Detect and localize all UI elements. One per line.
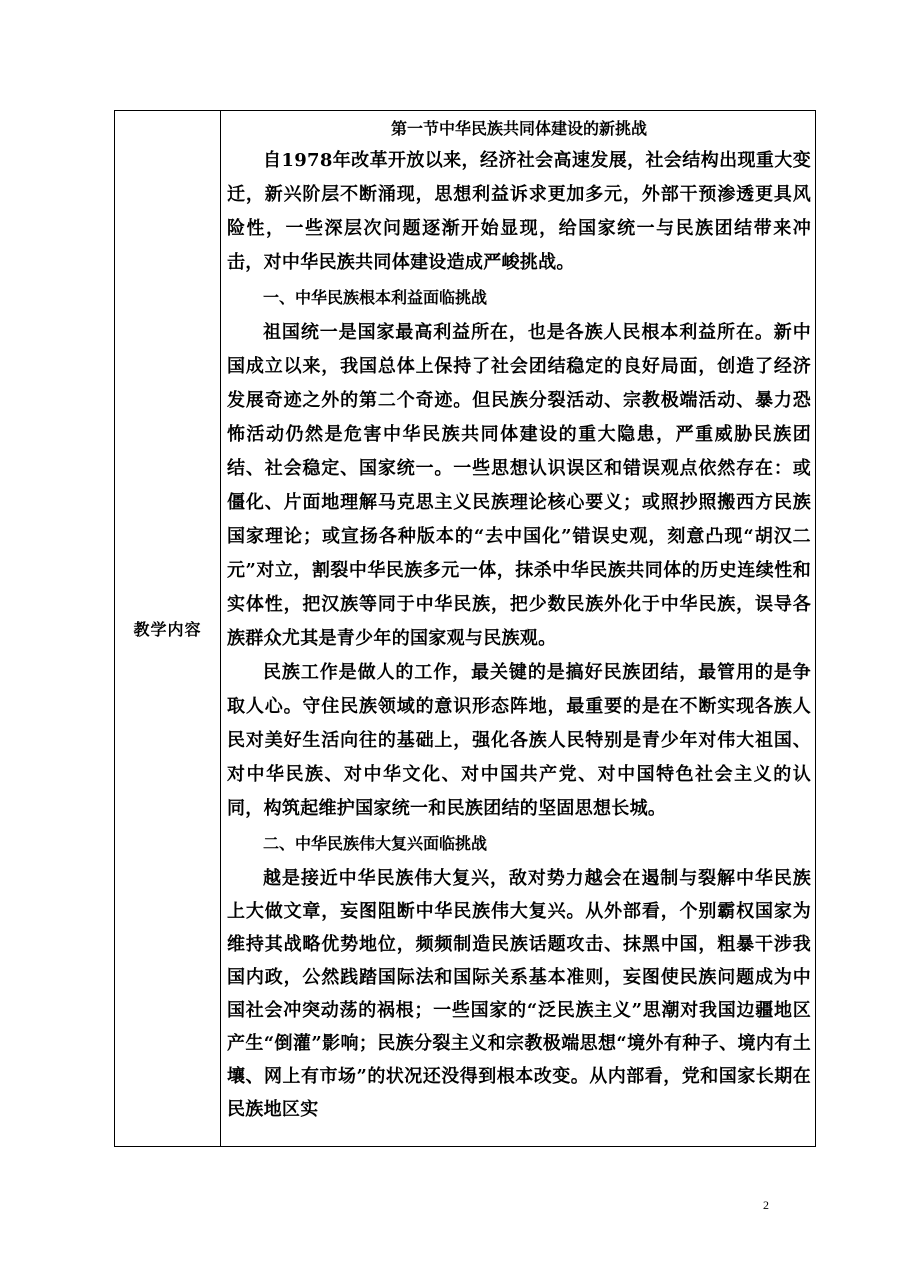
row-label-cell (115, 111, 221, 1146)
heading-2: 二、中华民族伟大复兴面临挑战 (263, 834, 488, 853)
paragraph-1a: 祖国统一是国家最高利益所在，也是各族人民根本利益所在。新中国成立以来，我国总体上保持了社会团结稳定的良好局面，创造了经济发展奇迹之外的第二个奇迹。但民族分裂活动、宗教极端活动、暴力恐怖活动仍然是危害中华民族共同体建设的重大隐患，严重威胁民族团结、社会稳定、国家统一。一些思想认识误区和错误观点依然存在：或僵化、片面地理解马克思主义民族理论核心要义；或照抄照搬西方民族国家理论；或宣扬各种版本的“去中国化”错误史观，刻意凸现“胡汉二元”对立，割裂中华民族多元一体，抹杀中华民族共同体的历史连续性和实体性，把汉族等同于中华民族，把少数民族外化于中华民族，误导各族群众尤其是青少年的国家观与民族观。 (227, 322, 811, 649)
content-table (114, 110, 816, 1147)
content-cell (221, 111, 815, 1146)
paragraph-2a: 越是接近中华民族伟大复兴，敌对势力越会在遏制与裂解中华民族上大做文章，妄图阻断中华民族伟大复兴。从外部看，个别霸权国家为维持其战略优势地位，频频制造民族话题攻击、抹黑中国，粗暴干涉我国内政，公然践踏国际法和国际关系基本准则，妄图使民族问题成为中国社会冲突动荡的祸根；一些国家的“泛民族主义”思潮对我国边疆地区产生“倒灌”影响；民族分裂主义和宗教极端思想“境外有种子、境内有土壤、网上有市场”的状况还没得到根本改变。从内部看，党和国家长期在民族地区实 (227, 868, 811, 1120)
page-number: 2 (763, 1198, 769, 1212)
heading-1: 一、中华民族根本利益面临挑战 (263, 288, 488, 307)
paragraph-1b: 民族工作是做人的工作，最关键的是搞好民族团结，最管用的是争取人心。守住民族领域的意识形态阵地，最重要的是在不断实现各族人民对美好生活向往的基础上，强化各族人民特别是青少年对伟大祖国、对中华民族、对中华文化、对中国共产党、对中国特色社会主义的认同，构筑起维护国家统一和民族团结的坚固思想长城。 (227, 662, 811, 819)
row-label: 教学内容 (133, 620, 202, 639)
intro-paragraph: 自1978年改革开放以来，经济社会高速发展，社会结构出现重大变迁，新兴阶层不断涌现，思想利益诉求更加多元，外部干预渗透更具风险性，一些深层次问题逐渐开始显现，给国家统一与民族团结带来冲击，对中华民族共同体建设造成严峻挑战。 (227, 150, 811, 273)
section-title: 第一节中华民族共同体建设的新挑战 (390, 119, 647, 138)
